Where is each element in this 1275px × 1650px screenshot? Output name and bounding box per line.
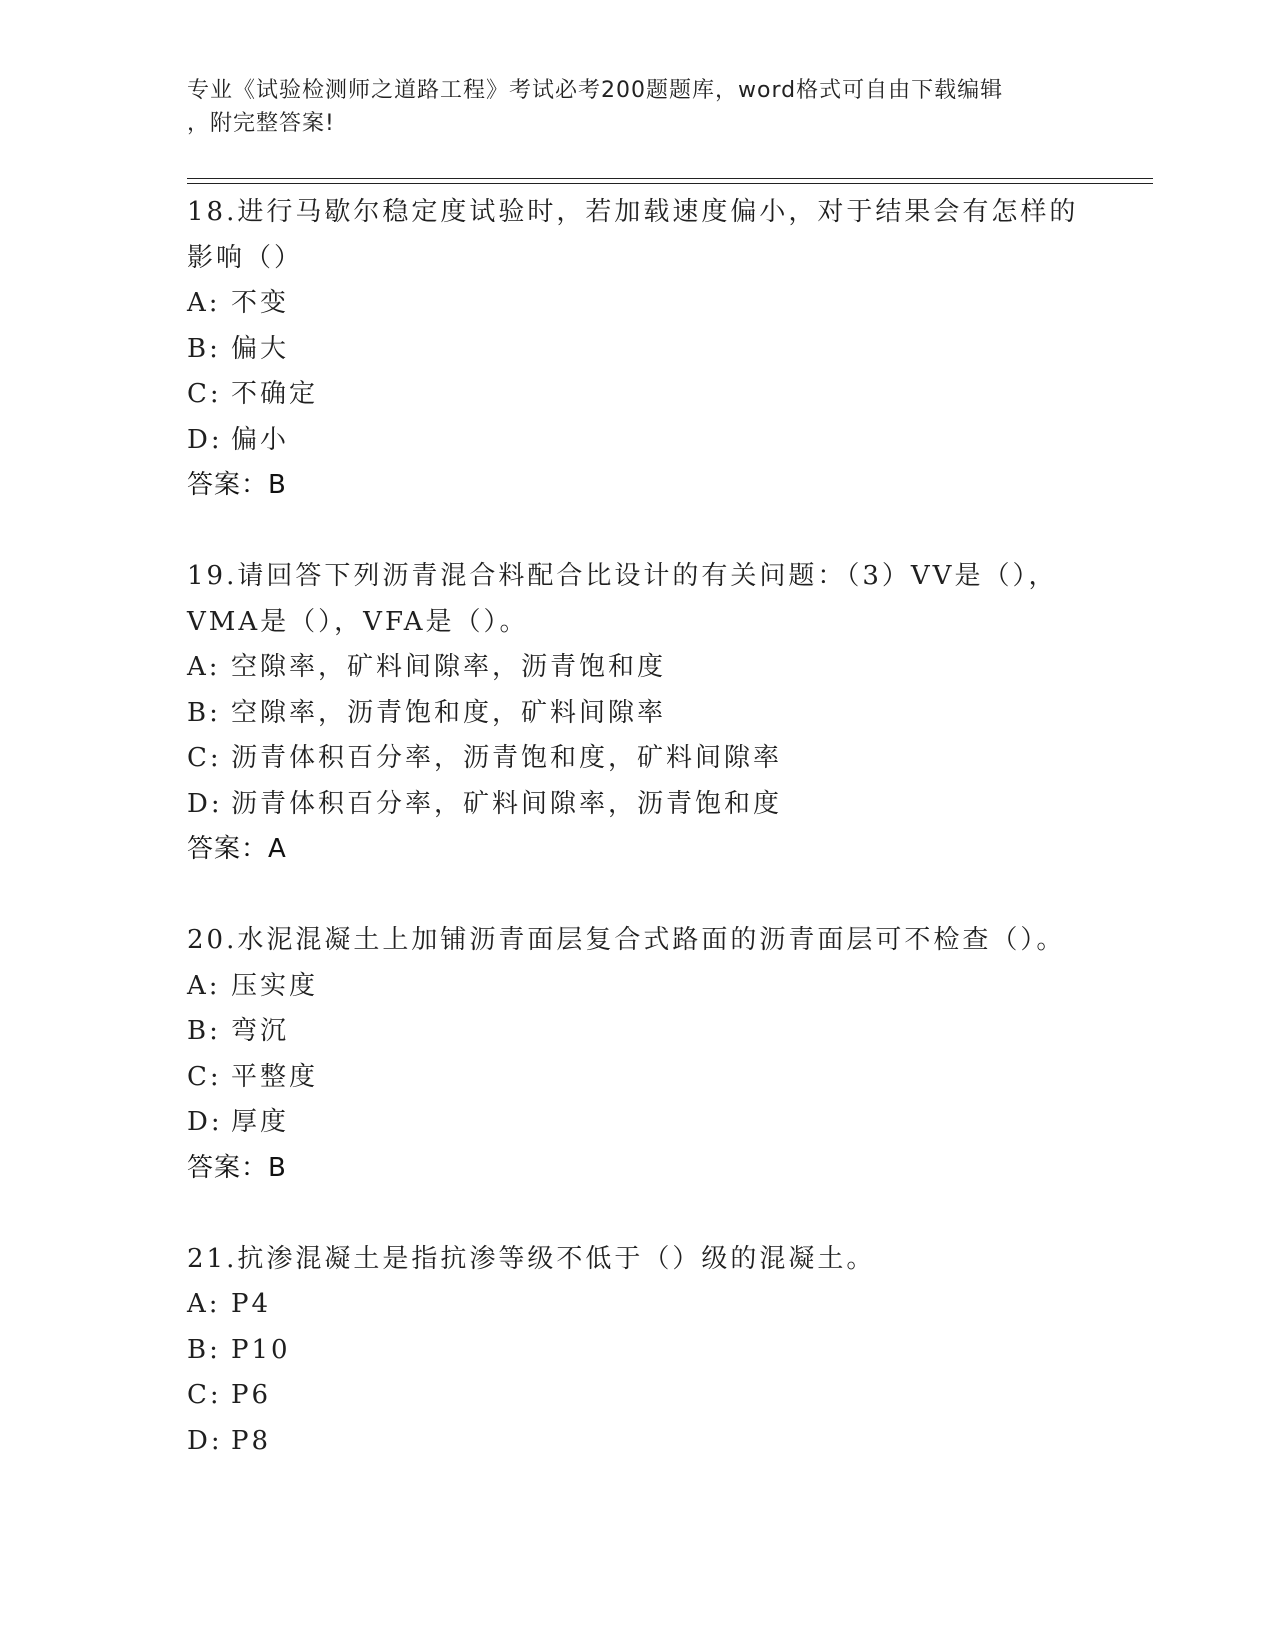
question-20 [187, 918, 1087, 1191]
option-b [187, 1009, 1087, 1055]
option-text: 空隙率，矿料间隙率，沥青饱和度 [231, 652, 667, 682]
document-header [187, 74, 1067, 140]
option-a [187, 281, 1087, 327]
option-key: B: [187, 333, 221, 364]
option-text: 厚度 [231, 1107, 290, 1137]
option-key: D: [187, 1425, 223, 1456]
option-text: 不确定 [231, 379, 319, 409]
option-text: 偏小 [231, 424, 290, 455]
header-divider-top [187, 178, 1153, 179]
option-key: C: [187, 743, 222, 773]
question-text-line: 18.进行马歇尔稳定度试验时，若加载速度偏小，对于结果会有怎样的 [187, 197, 1079, 227]
option-d [187, 1419, 1087, 1465]
option-key: D: [187, 424, 223, 455]
question-text-line: 20.水泥混凝土上加铺沥青面层复合式路面的沥青面层可不检查（）。 [187, 925, 1066, 955]
option-a [187, 645, 1087, 691]
option-key: A: [187, 288, 221, 318]
option-b [187, 1328, 1087, 1374]
option-d [187, 418, 1087, 464]
question-18 [187, 190, 1087, 509]
option-key: C: [187, 379, 222, 409]
option-key: C: [187, 1380, 222, 1410]
option-d [187, 1100, 1087, 1146]
option-text: P10 [231, 1334, 291, 1365]
option-c [187, 736, 1087, 782]
option-b [187, 691, 1087, 737]
question-list [187, 190, 1087, 1464]
option-c [187, 1373, 1087, 1419]
option-text: 沥青体积百分率，沥青饱和度，矿料间隙率 [231, 743, 783, 773]
option-key: D: [187, 788, 223, 819]
option-a [187, 964, 1087, 1010]
answer-line: 答案：A [187, 834, 287, 864]
header-divider-bottom [187, 183, 1153, 184]
question-text-line: 19.请回答下列沥青混合料配合比设计的有关问题：（3）VV是（）， [187, 561, 1058, 591]
option-c [187, 1055, 1087, 1101]
option-text: 压实度 [231, 970, 319, 1001]
option-a [187, 1282, 1087, 1328]
answer-line: 答案：B [187, 470, 287, 500]
question-text-line: 21.抗渗混凝土是指抗渗等级不低于（）级的混凝土。 [187, 1243, 876, 1274]
question-21 [187, 1237, 1087, 1465]
answer-line: 答案：B [187, 1152, 287, 1183]
option-text: P8 [231, 1425, 272, 1456]
option-key: A: [187, 1289, 221, 1319]
option-key: B: [187, 1016, 221, 1046]
option-text: 弯沉 [231, 1016, 290, 1046]
option-c [187, 372, 1087, 418]
option-b [187, 327, 1087, 373]
option-key: B: [187, 1334, 221, 1365]
question-19 [187, 554, 1087, 873]
header-line-2: ，附完整答案! [187, 111, 335, 136]
question-text-line: VMA是（），VFA是（）。 [187, 606, 529, 637]
option-text: 偏大 [231, 333, 290, 364]
option-key: A: [187, 970, 221, 1001]
option-key: A: [187, 652, 221, 682]
option-key: B: [187, 697, 221, 728]
option-key: C: [187, 1061, 222, 1092]
option-text: 空隙率，沥青饱和度，矿料间隙率 [231, 697, 667, 728]
option-text: 平整度 [231, 1061, 319, 1092]
question-text-line: 影响（） [187, 242, 304, 273]
header-line-1: 专业《试验检测师之道路工程》考试必考200题题库，word格式可自由下载编辑 [187, 78, 1004, 103]
option-text: 不变 [231, 288, 290, 318]
option-d [187, 782, 1087, 828]
option-text: P4 [231, 1289, 272, 1319]
option-text: 沥青体积百分率，矿料间隙率，沥青饱和度 [231, 788, 783, 819]
option-text: P6 [231, 1380, 272, 1410]
option-key: D: [187, 1107, 223, 1137]
